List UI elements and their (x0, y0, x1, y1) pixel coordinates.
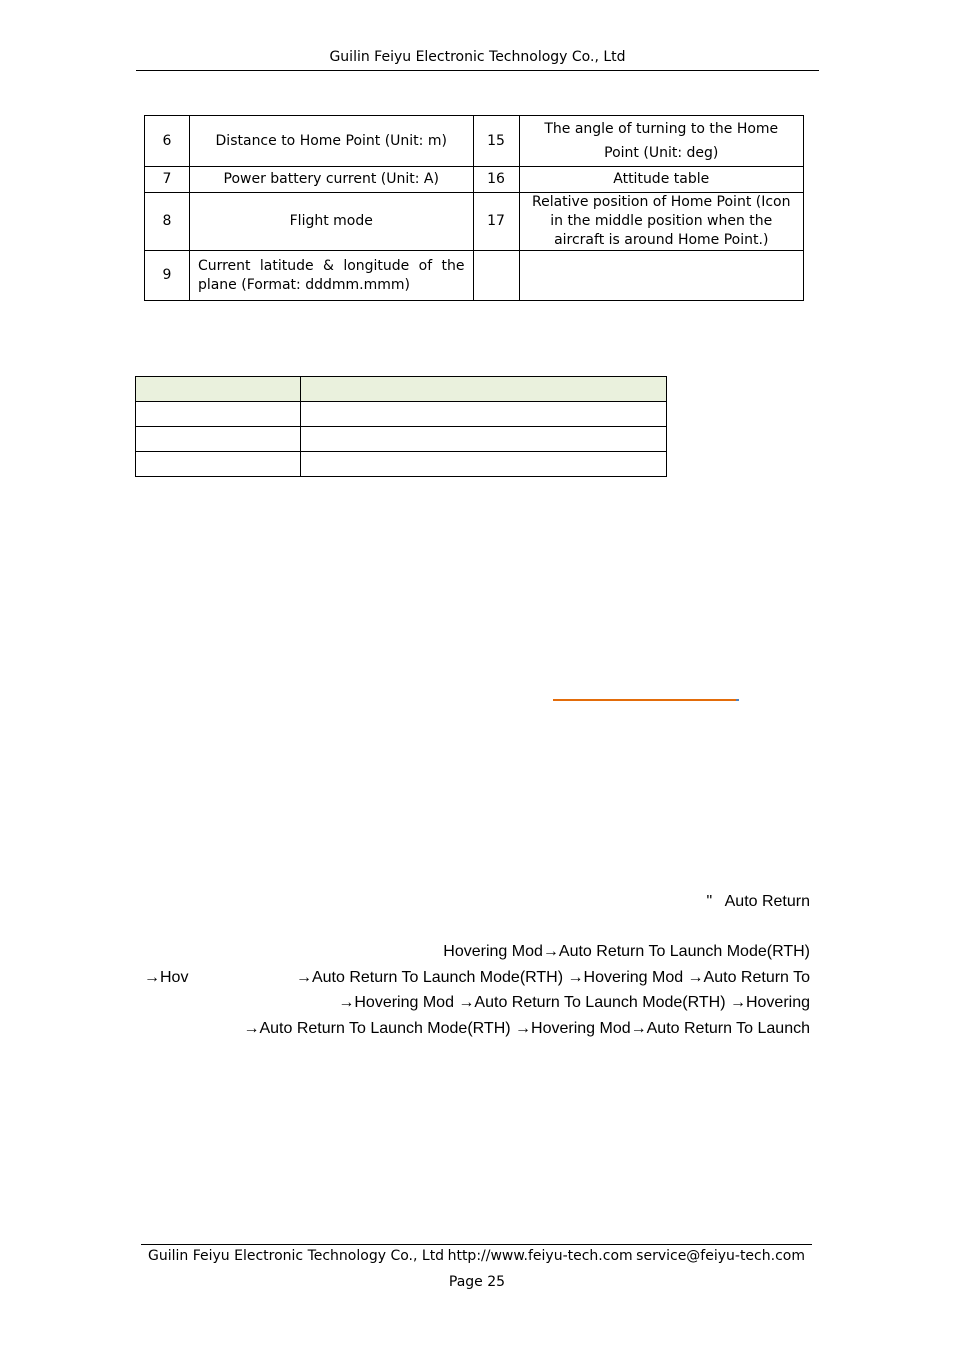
mode-sequence-line-3: →Hovering Mod →Auto Return To Launch Mode(RTH) →Hovering (338, 994, 810, 1011)
table-header-row (136, 377, 667, 402)
cell-number: 7 (145, 167, 190, 193)
cell-description: Flight mode (189, 193, 473, 251)
cell (136, 452, 301, 477)
cell-description: Relative position of Home Point (Icon in the middle position when the aircraft is around Home Point.) (519, 193, 804, 251)
cell-number: 9 (145, 251, 190, 301)
cell-line: Current latitude & longitude of the (197, 257, 465, 274)
cell (136, 402, 301, 427)
cell (136, 427, 301, 452)
cell-number: 15 (473, 116, 519, 167)
footer-company: Guilin Feiyu Electronic Technology Co., Ltd (148, 1248, 445, 1264)
cell-number: 17 (473, 193, 519, 251)
cell-number: 16 (473, 167, 519, 193)
header-cell (300, 377, 666, 402)
table-row (145, 116, 804, 167)
table-row (136, 427, 667, 452)
table-row (145, 193, 804, 251)
page-footer (141, 1244, 812, 1265)
table-row (145, 167, 804, 193)
mode-sequence-line-2b: →Auto Return To Launch Mode(RTH) →Hovering Mod →Auto Return To (295, 969, 810, 986)
table-row (136, 452, 667, 477)
table-row (136, 402, 667, 427)
mode-sequence-line-1: Hovering Mod→Auto Return To Launch Mode(RTH) (443, 943, 810, 960)
page-number: Page 25 (448, 1274, 506, 1290)
cell-number: 8 (145, 193, 190, 251)
cell-number: 6 (145, 116, 190, 167)
header-cell (136, 377, 301, 402)
cell-line: plane (Format: dddmm.mmm) (197, 276, 410, 293)
table-row (145, 251, 804, 301)
empty-table (135, 376, 667, 477)
cell-description: Power battery current (Unit: A) (189, 167, 473, 193)
mode-sequence-line-4: →Auto Return To Launch Mode(RTH) →Hovering Mod→Auto Return To Launch (243, 1020, 810, 1037)
footer-email-link[interactable]: service@feiyu-tech.com (636, 1248, 805, 1264)
cell-description: Attitude table (519, 167, 804, 193)
cell-description (519, 251, 804, 301)
cell-description: Distance to Home Point (Unit: m) (189, 116, 473, 167)
header-company: Guilin Feiyu Electronic Technology Co., Ltd (329, 49, 626, 65)
cell (300, 402, 666, 427)
cell-number (473, 251, 519, 301)
cell-description (189, 251, 473, 301)
osd-parameter-table (144, 115, 804, 301)
hyperlink-underline (553, 699, 736, 701)
cell (300, 427, 666, 452)
footer-website-link[interactable]: http://www.feiyu-tech.com (447, 1248, 633, 1264)
mode-sequence-line-2a: →Hov (144, 969, 189, 986)
page-header (136, 46, 819, 71)
cell-description: The angle of turning to the Home Point (Unit: deg) (519, 116, 804, 167)
cell (300, 452, 666, 477)
hyperlink-underline-end (736, 699, 739, 701)
auto-return-fragment: " Auto Return (706, 893, 810, 910)
